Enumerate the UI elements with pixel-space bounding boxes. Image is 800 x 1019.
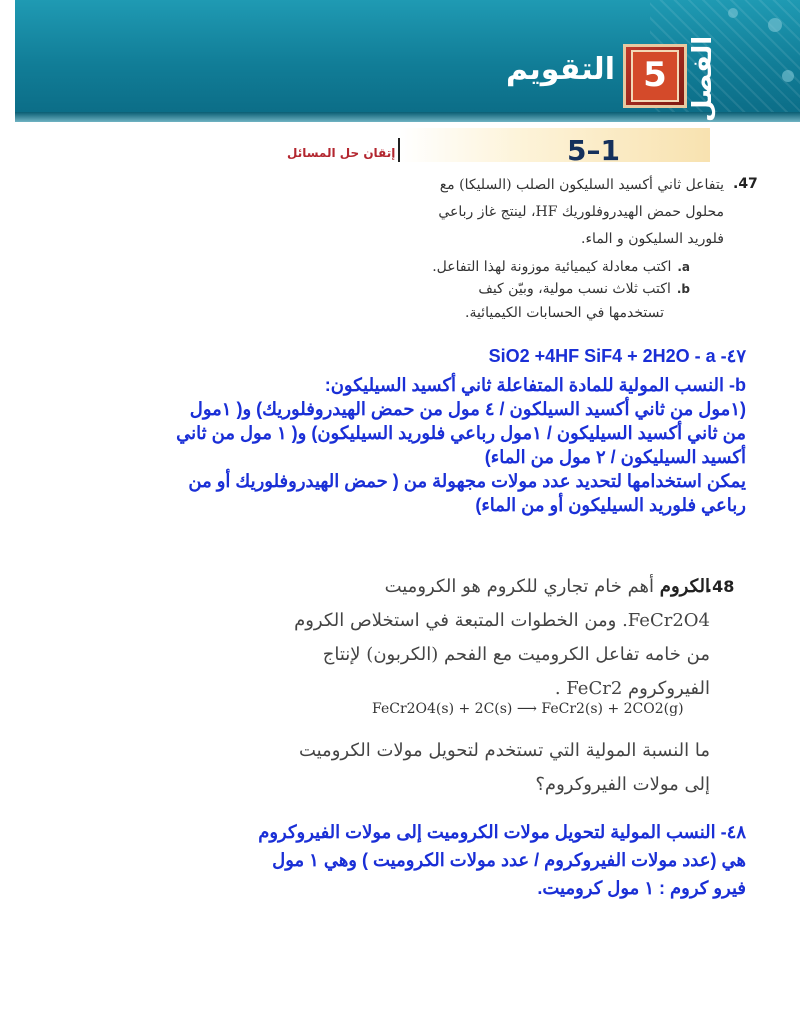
- molecule-icon: [782, 70, 794, 82]
- part-b-text: اكتب ثلاث نسب مولية، وبيّن كيف: [478, 281, 671, 297]
- question-48-line: ما النسبة المولية التي تستخدم لتحويل مولات الكروميت: [298, 740, 710, 761]
- answer-47-line: من ثاني أكسيد السيليكون / ١مول رباعي فلوريد السيليكون) و( ١ مول من ثاني: [176, 423, 746, 443]
- banner-shadow: [15, 112, 800, 122]
- section-divider: [398, 138, 400, 162]
- molecule-icon: [768, 18, 782, 32]
- question-number-48: .48: [706, 577, 735, 596]
- answer-47-line: (١مول من ثاني أكسيد السيلكون / ٤ مول من حمض الهيدروفلوريك) و( ١مول: [189, 399, 746, 419]
- chapter-word: الفصل: [688, 35, 718, 123]
- question-48-line: إلى مولات الفيروكروم؟: [535, 774, 710, 795]
- question-48-line: [280, 570, 710, 604]
- question-48-keyword: الكروم: [659, 576, 710, 597]
- answer-47-line: أكسيد السيليكون / ٢ مول من الماء): [484, 447, 746, 467]
- part-a-text: اكتب معادلة كيميائية موزونة لهذا التفاعل.: [432, 259, 672, 275]
- question-48-line-text: أهم خام تجاري للكروم هو الكروميت: [384, 576, 655, 597]
- answer-48-line: فيرو كروم : ١ مول كروميت.: [537, 878, 746, 898]
- part-b-label: .b: [676, 282, 690, 296]
- answer-47-line: b- النسب المولية للمادة المتفاعلة ثاني أكسيد السيليكون:: [324, 375, 746, 395]
- question-48-line: من خامه تفاعل الكروميت مع الفحم (الكربون) لإنتاج: [322, 644, 710, 665]
- section-number: 5–1: [567, 134, 620, 167]
- question-47-line: محلول حمض الهيدروفلوريك HF، لينتج غاز رباعي: [438, 204, 724, 220]
- question-47-part-b: [478, 278, 690, 301]
- question-47-part-a: [432, 256, 690, 279]
- question-47-line: يتفاعل ثاني أكسيد السليكون الصلب (السليكا) مع: [439, 177, 724, 193]
- chapter-number-badge: [623, 44, 687, 108]
- answer-48-line: ٤٨- النسب المولية لتحويل مولات الكروميت إلى مولات الفيروكروم: [258, 822, 746, 842]
- question-48-question: [280, 734, 710, 802]
- mastery-label: إتقان حل المسائل: [287, 146, 396, 160]
- question-47-line: فلوريد السليكون و الماء.: [581, 231, 724, 247]
- answer-47-equation: SiO2 +4HF SiF4 + 2H2O - a -٤٧: [488, 346, 746, 366]
- question-number-47: .47: [733, 176, 758, 192]
- part-a-label: .a: [677, 260, 690, 274]
- question-47-text: [384, 172, 724, 253]
- section-strip: [400, 128, 710, 162]
- question-48-text: [280, 570, 710, 706]
- question-48-line: FeCr2O4. ومن الخطوات المتبعة في استخلاص الكروم: [294, 610, 710, 631]
- question-47-part-b-cont: تستخدمها في الحسابات الكيميائية.: [465, 305, 664, 321]
- answer-47-text: [176, 373, 746, 517]
- page-title: التقويم: [506, 52, 615, 87]
- question-48-line: الفيروكروم FeCr2 .: [554, 678, 710, 699]
- answer-47-line: رباعي فلوريد السيليكون أو من الماء): [475, 495, 746, 515]
- answer-47-line: يمكن استخدامها لتحديد عدد مولات مجهولة من ( حمض الهيدروفلوريك أو من: [188, 471, 746, 491]
- chemical-equation: FeCr2O4(s) + 2C(s) ⟶ FeCr2(s) + 2CO2(g): [372, 701, 684, 717]
- answer-48-line: هي (عدد مولات الفيروكروم / عدد مولات الكروميت ) وهي ١ مول: [272, 850, 746, 870]
- chapter-number: 5: [631, 50, 679, 102]
- answer-48-text: [258, 818, 746, 902]
- molecule-icon: [728, 8, 738, 18]
